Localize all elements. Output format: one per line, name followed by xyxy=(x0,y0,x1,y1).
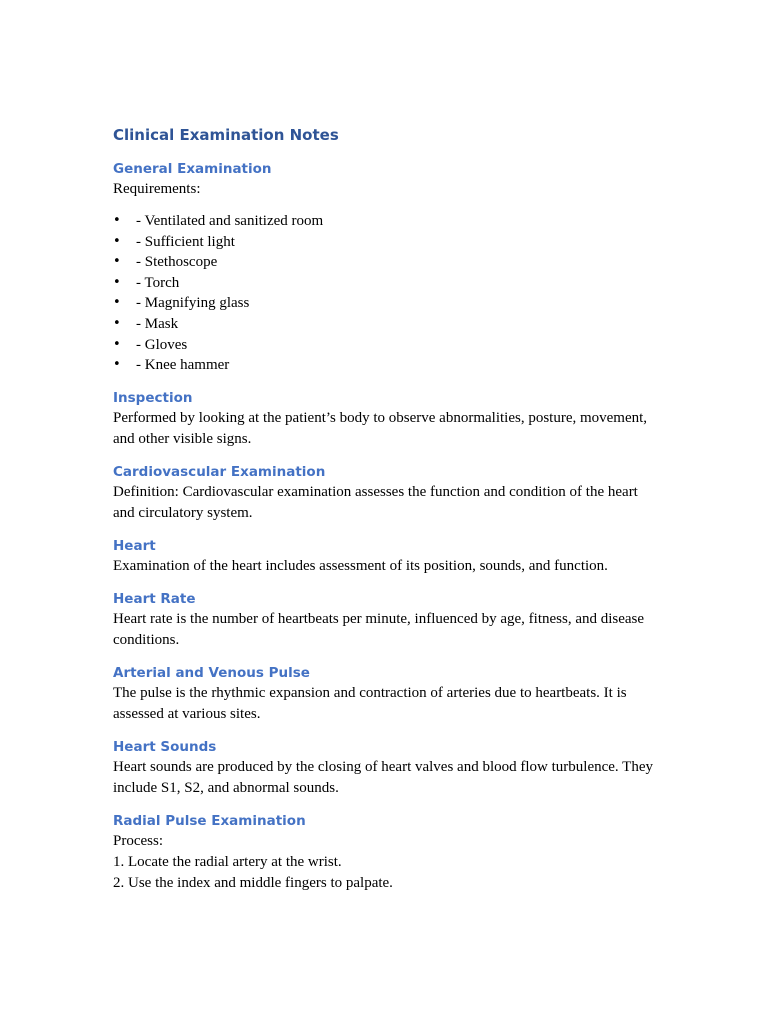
section-inspection xyxy=(113,388,658,450)
list-item xyxy=(113,355,658,376)
process-step: 2. Use the index and middle fingers to palpate. xyxy=(113,874,393,891)
bullet-icon: • xyxy=(113,315,121,331)
document-page xyxy=(113,124,658,906)
section-cardiovascular-examination xyxy=(113,462,658,524)
section-text: Heart sounds are produced by the closing of heart valves and blood flow turbulence. They include S1, S2, and abnormal sounds. xyxy=(113,758,653,796)
section-heart xyxy=(113,536,658,577)
section-text: The pulse is the rhythmic expansion and contraction of arteries due to heartbeats. It is assessed at various sites. xyxy=(113,684,627,722)
list-item xyxy=(113,335,658,356)
bullet-icon: • xyxy=(113,254,121,270)
process-step: 1. Locate the radial artery at the wrist. xyxy=(113,853,342,870)
section-heading: Arterial and Venous Pulse xyxy=(113,664,310,681)
section-heading: Heart Rate xyxy=(113,590,196,607)
list-item-text: - Sufficient light xyxy=(136,233,235,250)
bullet-icon: • xyxy=(113,213,121,228)
list-item xyxy=(113,252,658,273)
list-item xyxy=(113,211,658,232)
section-general-examination xyxy=(113,159,658,376)
bullet-icon: • xyxy=(113,295,121,311)
section-heading: Radial Pulse Examination xyxy=(113,812,306,829)
section-heart-sounds xyxy=(113,737,658,799)
section-arterial-venous-pulse xyxy=(113,663,658,725)
list-item-text: - Ventilated and sanitized room xyxy=(136,213,324,229)
section-radial-pulse-examination xyxy=(113,811,658,894)
process-label: Process: xyxy=(113,832,163,849)
section-heading: Heart xyxy=(113,537,156,554)
section-text: Heart rate is the number of heartbeats per minute, influenced by age, fitness, and disease conditions. xyxy=(113,610,645,648)
bullet-icon: • xyxy=(113,336,121,352)
list-item-text: - Magnifying glass xyxy=(136,295,250,312)
section-heading: Cardiovascular Examination xyxy=(113,463,326,480)
requirements-label: Requirements: xyxy=(113,181,201,197)
list-item-text: - Torch xyxy=(136,274,180,291)
bullet-icon: • xyxy=(113,233,121,249)
list-item-text: - Mask xyxy=(136,315,179,332)
list-item-text: - Knee hammer xyxy=(136,357,230,374)
section-heading: Heart Sounds xyxy=(113,738,217,755)
list-item-text: - Stethoscope xyxy=(136,254,218,271)
list-item-text: - Gloves xyxy=(136,336,188,353)
list-item xyxy=(113,293,658,314)
section-text: Definition: Cardiovascular examination assesses the function and condition of the heart and circulatory system. xyxy=(113,483,638,521)
bullet-icon: • xyxy=(113,357,121,373)
section-text: Performed by looking at the patient’s body to observe abnormalities, posture, movement, and other visible signs. xyxy=(113,409,648,447)
list-item xyxy=(113,314,658,335)
document-title: Clinical Examination Notes xyxy=(113,126,339,144)
list-item xyxy=(113,232,658,253)
section-heart-rate xyxy=(113,589,658,651)
list-item xyxy=(113,273,658,294)
section-text: Examination of the heart includes assessment of its position, sounds, and function. xyxy=(113,557,608,574)
requirements-list xyxy=(113,211,658,376)
section-heading: General Examination xyxy=(113,161,272,177)
section-heading: Inspection xyxy=(113,389,193,406)
bullet-icon: • xyxy=(113,274,121,290)
